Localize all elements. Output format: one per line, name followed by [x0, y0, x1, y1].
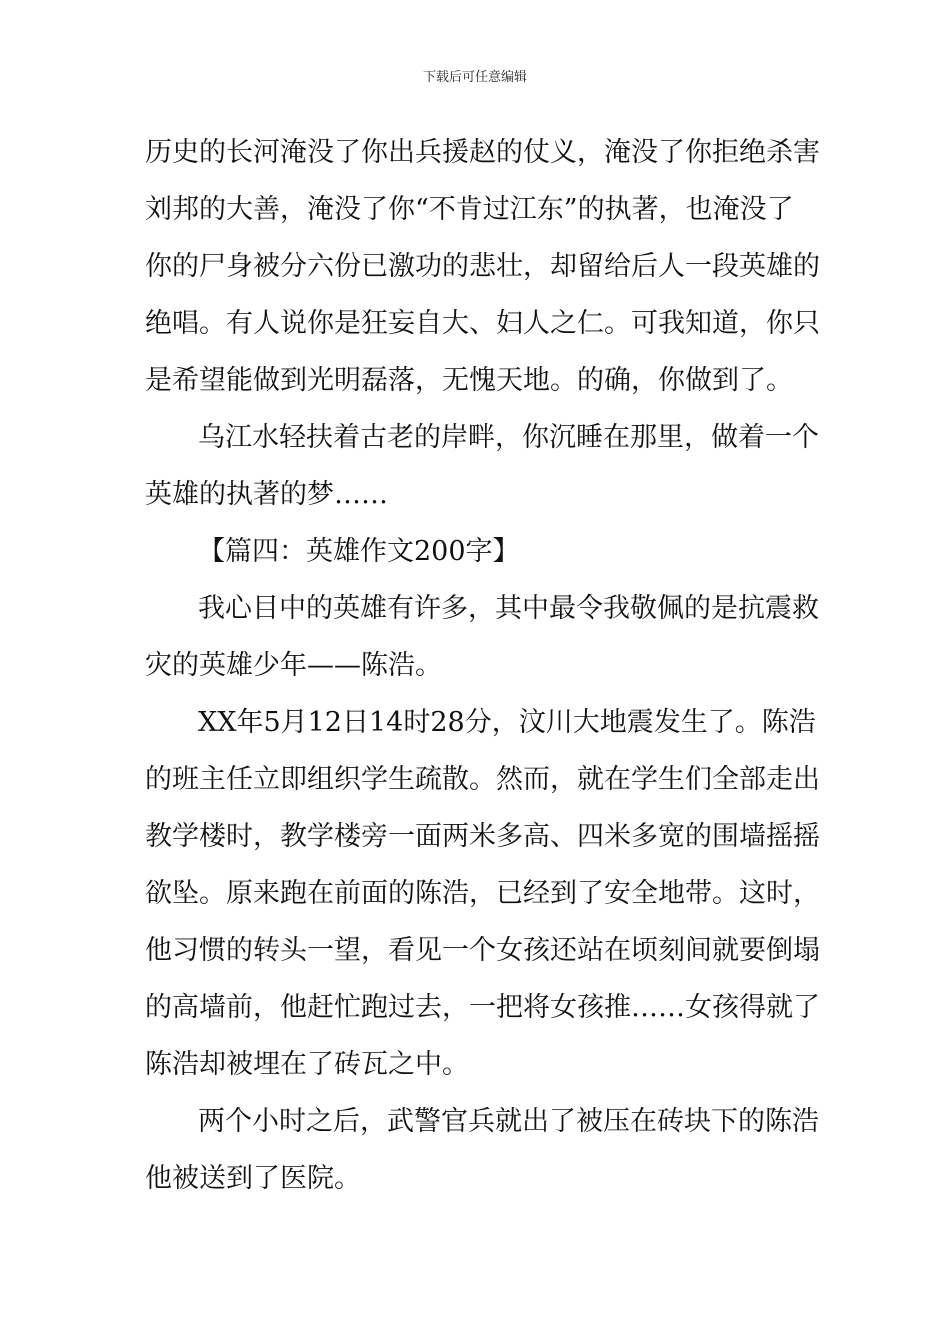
text-line: 英雄的执著的梦……: [145, 479, 388, 510]
text-line: 他被送到了医院。: [145, 1163, 361, 1194]
text-line: 灾的英雄少年——陈浩。: [145, 650, 442, 681]
text-line: 欲坠。原来跑在前面的陈浩，已经到了安全地带。这时，: [145, 878, 820, 909]
text-line: 是希望能做到光明磊落，无愧天地。的确，你做到了。: [145, 365, 793, 396]
text-line: 你的尸身被分六份已激功的悲壮，却留给后人一段英雄的: [145, 251, 820, 282]
text-line: 刘邦的大善，淹没了你“不肯过江东”的执著，也淹没了: [145, 194, 794, 225]
text-line: 绝唱。有人说你是狂妄自大、妇人之仁。可我知道，你只: [145, 308, 820, 339]
text-line: 历史的长河淹没了你出兵援赵的仗义，淹没了你拒绝杀害: [145, 137, 820, 168]
section-heading: 【篇四：英雄作文200字】: [198, 536, 520, 567]
text-line: 他习惯的转头一望，看见一个女孩还站在顷刻间就要倒塌: [145, 935, 820, 966]
page-header: 下载后可任意编辑: [422, 70, 527, 85]
text-line: XX年5月12日14时28分，汶川大地震发生了。陈浩: [198, 707, 816, 738]
text-line: 乌江水轻扶着古老的岸畔，你沉睡在那里，做着一个: [198, 422, 819, 453]
text-line: 的高墙前，他赶忙跑过去，一把将女孩推……女孩得就了: [145, 992, 820, 1023]
text-line: 陈浩却被埋在了砖瓦之中。: [145, 1049, 469, 1080]
text-line: 教学楼时，教学楼旁一面两米多高、四米多宽的围墙摇摇: [145, 821, 820, 852]
text-line: 的班主任立即组织学生疏散。然而，就在学生们全部走出: [145, 764, 820, 795]
text-line: 两个小时之后，武警官兵就出了被压在砖块下的陈浩: [198, 1106, 819, 1137]
text-line: 我心目中的英雄有许多，其中最令我敬佩的是抗震救: [198, 593, 819, 624]
